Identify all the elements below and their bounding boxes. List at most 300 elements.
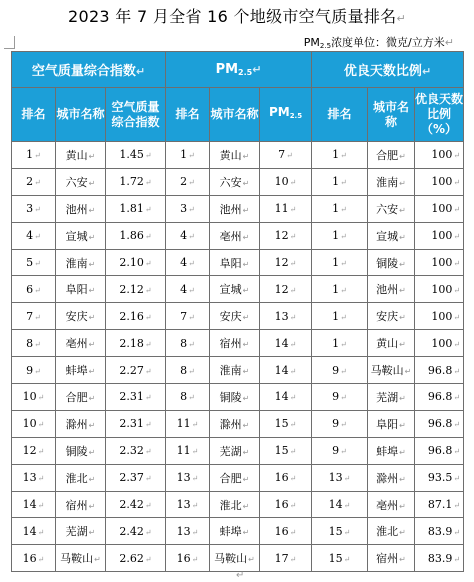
pm25-value-cell: [260, 437, 312, 464]
cell-end-mark-icon: ↵: [340, 312, 347, 322]
cell-end-mark-icon: ↵: [399, 420, 406, 430]
cell-end-mark-icon: ↵: [340, 447, 347, 457]
pm25-rank-cell: [166, 384, 210, 411]
aqi-rank-cell: [12, 142, 56, 169]
aqi-rank-cell-text: 5: [26, 256, 34, 269]
cell-end-mark-icon: ↵: [188, 178, 195, 188]
cell-end-mark-icon: ↵: [144, 312, 152, 322]
aqi-rank-cell: [12, 276, 56, 303]
good-city-cell: [368, 384, 415, 411]
cell-end-mark-icon: ↵: [37, 554, 45, 564]
cell-end-mark-icon: ↵: [340, 151, 347, 161]
good-rank-cell: [312, 142, 368, 169]
pm25-city-cell: [210, 142, 260, 169]
good-city-cell: [368, 545, 415, 572]
cell-end-mark-icon: ↵: [340, 259, 347, 268]
aqi-value-cell-text: 2.31: [119, 417, 144, 431]
good-rank-cell-text: 9: [332, 390, 340, 404]
good-ratio-cell: [415, 330, 464, 357]
good-rank-cell-text: 1: [332, 202, 340, 216]
cell-end-mark-icon: ↵: [242, 313, 250, 323]
aqi-value-cell-text: 2.10: [119, 256, 144, 269]
cell-end-mark-icon: ↵: [286, 151, 293, 161]
cell-end-mark-icon: ↵: [399, 313, 406, 323]
good-ratio-cell: [415, 545, 464, 572]
good-city-cell-text: 宣城: [376, 229, 399, 243]
cell-end-mark-icon: ↵: [242, 474, 250, 484]
good-ratio-cell-text: 96.8: [427, 444, 453, 458]
cell-end-mark-icon: ↵: [242, 232, 250, 242]
aqi-city-cell-text: 安庆: [65, 310, 88, 324]
cell-end-mark-icon: ↵: [399, 340, 406, 350]
aqi-city-cell: [56, 437, 106, 464]
unit-prefix: PM: [303, 36, 320, 49]
good-ratio-cell: [415, 249, 464, 276]
aqi-value-cell-text: 2.12: [119, 282, 144, 296]
cell-end-mark-icon: ↵: [144, 501, 152, 511]
good-rank-cell-text: 1: [332, 309, 340, 323]
aqi-value-cell-text: 2.62: [119, 551, 144, 565]
pm25-value-cell: [260, 464, 312, 491]
aqi-city-cell-text: 黄山: [65, 148, 88, 162]
good-city-cell-text: 马鞍山: [370, 364, 404, 378]
good-ratio-cell: [415, 303, 464, 330]
cell-end-mark-icon: ↵: [242, 178, 250, 188]
title-text: 2023 年 7 月全省 16 个地级市空气质量排名: [67, 7, 397, 26]
cell-end-mark-icon: ↵: [242, 420, 250, 430]
aqi-rank-cell: [12, 357, 56, 384]
cell-end-mark-icon: ↵: [289, 393, 297, 403]
aqi-city-cell-text: 淮南: [65, 256, 88, 270]
cell-end-mark-icon: ↵: [453, 339, 461, 349]
pm25-rank-cell-text: 4: [180, 256, 188, 269]
aqi-rank-cell-text: 14: [22, 498, 37, 512]
table-row: [12, 330, 464, 357]
aqi-rank-cell-text: 14: [22, 524, 37, 538]
aqi-city-cell: [56, 142, 106, 169]
good-ratio-cell-text: 100: [431, 229, 453, 243]
cell-end-mark-icon: ↵: [191, 501, 199, 511]
cell-end-mark-icon: ↵: [88, 528, 96, 538]
cell-end-mark-icon: ↵: [88, 501, 96, 511]
cell-end-mark-icon: ↵: [289, 312, 297, 322]
pm25-rank-cell-text: 8: [180, 390, 188, 404]
pm25-city-cell-text: 滁州: [219, 417, 242, 431]
aqi-value-cell: [106, 357, 166, 384]
pm25-city-cell: [210, 249, 260, 276]
cell-end-mark-icon: ↵: [289, 285, 297, 295]
good-rank-cell: [312, 303, 368, 330]
cell-end-mark-icon: ↵: [188, 259, 195, 268]
cell-end-mark-icon: ↵: [399, 393, 406, 403]
cell-end-mark-icon: ↵: [144, 259, 152, 268]
cell-end-mark-icon: ↵: [289, 205, 297, 215]
pm25-city-cell-text: 阜阳: [219, 256, 242, 270]
cell-end-mark-icon: ↵: [37, 393, 45, 403]
cell-end-mark-icon: ↵: [88, 474, 96, 484]
aqi-city-cell: [56, 518, 106, 545]
pm25-value-cell: [260, 357, 312, 384]
pm25-value-cell-text: 15: [274, 444, 289, 458]
aqi-city-cell-text: 马鞍山: [60, 552, 94, 566]
cell-end-mark-icon: ↵: [144, 178, 152, 188]
aqi-rank-cell-text: 16: [22, 551, 37, 565]
cell-end-mark-icon: ↵: [144, 447, 152, 457]
cell-end-mark-icon: ↵: [188, 393, 195, 403]
aqi-value-cell: [106, 464, 166, 491]
pm25-value-cell-text: 14: [274, 336, 289, 350]
aqi-city-cell-text: 池州: [65, 202, 88, 216]
aqi-rank-cell: [12, 330, 56, 357]
aqi-city-cell-text: 亳州: [65, 337, 88, 351]
pm25-rank-cell: [166, 142, 210, 169]
aqi-city-cell: [56, 330, 106, 357]
unit-sub: 2.5: [319, 42, 332, 50]
aqi-city-cell: [56, 168, 106, 195]
aqi-rank-cell: [12, 168, 56, 195]
aqi-value-cell: [106, 518, 166, 545]
cell-end-mark-icon: ↵: [144, 205, 152, 215]
col-header-city: 城市名称: [368, 88, 415, 142]
col-header-good-ratio: 优良天数比例（%）: [415, 88, 464, 142]
cell-end-mark-icon: ↵: [34, 151, 41, 161]
aqi-rank-cell-text: 10: [22, 390, 37, 404]
cell-end-mark-icon: ↵: [188, 151, 195, 161]
pm25-city-cell: [210, 491, 260, 518]
aqi-city-cell: [56, 249, 106, 276]
cell-end-mark-icon: ↵: [191, 420, 199, 430]
cell-end-mark-icon: ↵: [453, 232, 461, 242]
paragraph-mark-icon: ↵: [396, 12, 407, 25]
pm25-value-cell: [260, 303, 312, 330]
good-rank-cell: [312, 357, 368, 384]
good-ratio-cell: [415, 222, 464, 249]
pm25-city-cell-text: 亳州: [219, 229, 242, 243]
good-ratio-cell-text: 100: [431, 175, 453, 189]
cell-end-mark-icon: ↵: [343, 527, 351, 537]
col-header-pm25: $PM_{2.5}$: [260, 88, 312, 142]
cell-end-mark-icon: ↵: [242, 340, 250, 350]
aqi-city-cell-text: 铜陵: [65, 444, 88, 458]
cell-end-mark-icon: ↵: [34, 366, 41, 376]
pm25-value-cell-text: 7: [278, 148, 286, 162]
paragraph-mark-icon: ↵: [444, 36, 454, 49]
good-city-cell-text: 淮北: [376, 525, 399, 539]
pm25-city-cell-text: 蚌埠: [219, 525, 242, 539]
aqi-city-cell: [56, 464, 106, 491]
cell-end-mark-icon: ↵: [289, 178, 297, 188]
pm25-value-cell-text: 11: [274, 202, 289, 216]
cell-end-mark-icon: ↵: [453, 393, 461, 403]
pm25-city-cell-text: 淮南: [219, 364, 242, 378]
good-rank-cell: [312, 464, 368, 491]
aqi-rank-cell: [12, 195, 56, 222]
pm25-rank-cell-text: 4: [180, 282, 188, 296]
pm25-value-cell: [260, 195, 312, 222]
cell-end-mark-icon: ↵: [88, 151, 96, 161]
cell-end-mark-icon: ↵: [343, 501, 351, 511]
col-header-rank: 排名: [312, 88, 368, 142]
cell-end-mark-icon: ↵: [144, 151, 152, 161]
aqi-city-cell-text: 六安: [65, 175, 88, 189]
cell-end-mark-icon: ↵: [88, 447, 96, 457]
pm25-rank-cell: [166, 464, 210, 491]
cell-end-mark-icon: ↵: [144, 474, 152, 484]
good-ratio-cell-text: 83.9: [427, 524, 453, 538]
good-city-cell-text: 亳州: [376, 498, 399, 512]
pm25-value-cell-text: 17: [274, 551, 289, 565]
cell-end-mark-icon: ↵: [289, 501, 297, 511]
cell-end-mark-icon: ↵: [34, 205, 41, 215]
good-ratio-cell: [415, 276, 464, 303]
good-ratio-cell-text: 100: [431, 309, 453, 323]
table-row: [12, 142, 464, 169]
aqi-value-cell: [106, 276, 166, 303]
cell-end-mark-icon: ↵: [399, 286, 406, 296]
good-ratio-cell: [415, 357, 464, 384]
pm25-value-cell: [260, 249, 312, 276]
paragraph-mark-icon: ↵: [236, 570, 245, 581]
table-row: [12, 518, 464, 545]
document-title: [0, 6, 474, 30]
cell-end-mark-icon: ↵: [453, 151, 461, 161]
good-ratio-cell-text: 83.9: [427, 551, 453, 565]
aqi-value-cell: [106, 142, 166, 169]
cell-end-mark-icon: ↵: [399, 474, 406, 484]
good-rank-cell: [312, 168, 368, 195]
pm25-city-cell-text: 合肥: [219, 471, 242, 485]
pm25-rank-cell-text: 2: [180, 175, 188, 189]
cell-end-mark-icon: ↵: [340, 178, 347, 188]
good-city-cell-text: 黄山: [376, 337, 399, 351]
cell-end-mark-icon: ↵: [144, 527, 152, 537]
pm25-city-cell-text: 马鞍山: [214, 552, 248, 566]
aqi-value-cell-text: 1.72: [119, 175, 144, 189]
aqi-value-cell-text: 1.86: [119, 229, 144, 243]
good-rank-cell: [312, 545, 368, 572]
cell-end-mark-icon: ↵: [340, 339, 347, 349]
pm25-value-cell: [260, 410, 312, 437]
good-rank-cell: [312, 518, 368, 545]
col-header-aqi: 空气质量综合指数: [106, 88, 166, 142]
cell-end-mark-icon: ↵: [34, 312, 41, 322]
pm25-city-cell: [210, 276, 260, 303]
good-rank-cell-text: 9: [332, 417, 340, 431]
pm25-rank-cell-text: 13: [176, 471, 191, 485]
aqi-value-cell: [106, 384, 166, 411]
pm25-rank-cell: [166, 249, 210, 276]
good-city-cell: [368, 249, 415, 276]
aqi-city-cell-text: 滁州: [65, 417, 88, 431]
cell-end-mark-icon: ↵: [191, 554, 199, 564]
good-city-cell-text: 安庆: [376, 310, 399, 324]
cell-end-mark-icon: ↵: [289, 339, 297, 349]
good-city-cell-text: 阜阳: [376, 417, 399, 431]
pm25-value-cell-text: 16: [274, 498, 289, 512]
col-header-rank: 排名: [12, 88, 56, 142]
cell-end-mark-icon: ↵: [453, 259, 461, 268]
aqi-value-cell-text: 2.16: [119, 309, 144, 323]
aqi-city-cell: [56, 357, 106, 384]
cell-end-mark-icon: ↵: [88, 259, 96, 269]
pm25-rank-cell-text: 11: [176, 444, 191, 458]
cell-end-mark-icon: ↵: [88, 367, 96, 377]
aqi-rank-cell: [12, 384, 56, 411]
good-city-cell-text: 芜湖: [376, 390, 399, 404]
pm25-value-cell-text: 13: [274, 309, 289, 323]
good-city-cell: [368, 303, 415, 330]
good-rank-cell-text: 13: [328, 471, 343, 485]
aqi-city-cell: [56, 222, 106, 249]
table-row: [12, 168, 464, 195]
pm25-value-cell: [260, 518, 312, 545]
aqi-rank-cell: [12, 437, 56, 464]
pm25-city-cell: [210, 437, 260, 464]
aqi-rank-cell-text: 3: [26, 202, 34, 216]
cell-end-mark-icon: ↵: [289, 527, 297, 537]
cell-end-mark-icon: ↵: [242, 259, 250, 269]
pm25-rank-cell: [166, 222, 210, 249]
good-ratio-cell-text: 100: [431, 256, 453, 269]
cell-end-mark-icon: ↵: [242, 367, 250, 377]
cell-end-mark-icon: ↵: [340, 393, 347, 403]
cell-end-mark-icon: ↵: [289, 420, 297, 430]
good-rank-cell: [312, 249, 368, 276]
cell-end-mark-icon: ↵: [453, 205, 461, 215]
pm25-city-cell-text: 宿州: [219, 337, 242, 351]
aqi-value-cell: [106, 330, 166, 357]
table-row: [12, 410, 464, 437]
pm25-rank-cell: [166, 491, 210, 518]
pm25-value-cell-text: 12: [274, 256, 289, 269]
table-row: [12, 303, 464, 330]
ranking-table: [11, 51, 464, 572]
pm25-rank-cell: [166, 518, 210, 545]
aqi-value-cell: [106, 249, 166, 276]
good-rank-cell-text: 1: [332, 229, 340, 243]
good-city-cell-text: 蚌埠: [376, 444, 399, 458]
cell-end-mark-icon: ↵: [399, 205, 406, 215]
aqi-value-cell: [106, 545, 166, 572]
cell-end-mark-icon: ↵: [453, 501, 461, 511]
aqi-value-cell-text: 2.37: [119, 471, 144, 485]
good-rank-cell-text: 1: [332, 148, 340, 162]
cell-end-mark-icon: ↵: [340, 232, 347, 242]
cell-end-mark-icon: ↵: [144, 339, 152, 349]
good-ratio-cell-text: 100: [431, 336, 453, 350]
good-rank-cell-text: 1: [332, 175, 340, 189]
cell-end-mark-icon: ↵: [144, 285, 152, 295]
table-row: [12, 384, 464, 411]
aqi-value-cell-text: 1.45: [119, 148, 144, 162]
aqi-rank-cell: [12, 303, 56, 330]
pm25-rank-cell-text: 3: [180, 202, 188, 216]
col-header-rank: 排名: [166, 88, 210, 142]
aqi-rank-cell: [12, 545, 56, 572]
pm25-city-cell: [210, 330, 260, 357]
good-rank-cell-text: 1: [332, 282, 340, 296]
good-rank-cell-text: 14: [328, 498, 343, 512]
aqi-rank-cell-text: 6: [26, 282, 34, 296]
pm25-city-cell: [210, 410, 260, 437]
pm25-rank-cell-text: 7: [180, 309, 188, 323]
cell-end-mark-icon: ↵: [242, 205, 250, 215]
cell-end-mark-icon: ↵: [242, 393, 250, 403]
pm25-rank-cell: [166, 168, 210, 195]
pm25-city-cell: [210, 357, 260, 384]
good-city-cell: [368, 357, 415, 384]
good-rank-cell: [312, 491, 368, 518]
good-rank-cell: [312, 437, 368, 464]
good-ratio-cell-text: 93.5: [427, 471, 453, 485]
aqi-value-cell: [106, 410, 166, 437]
cell-end-mark-icon: ↵: [242, 528, 250, 538]
pm25-city-cell-text: 池州: [219, 202, 242, 216]
good-city-cell: [368, 168, 415, 195]
cell-end-mark-icon: ↵: [399, 232, 406, 242]
pm25-city-cell: [210, 303, 260, 330]
cell-end-mark-icon: ↵: [289, 366, 297, 376]
table-row: [12, 222, 464, 249]
cell-end-mark-icon: ↵: [340, 205, 347, 215]
cell-end-mark-icon: ↵: [34, 232, 41, 242]
pm25-city-cell-text: 淮北: [219, 498, 242, 512]
good-rank-cell-text: 15: [328, 551, 343, 565]
table-row: [12, 545, 464, 572]
aqi-value-cell-text: 2.42: [119, 498, 144, 512]
aqi-city-cell: [56, 276, 106, 303]
cell-end-mark-icon: ↵: [289, 554, 297, 564]
good-rank-cell: [312, 195, 368, 222]
cell-end-mark-icon: ↵: [453, 420, 461, 430]
pm25-city-cell-text: 宣城: [219, 283, 242, 297]
pm25-rank-cell-text: 13: [176, 498, 191, 512]
pm25-value-cell: [260, 545, 312, 572]
group-header-row: [12, 52, 464, 88]
cell-end-mark-icon: ↵: [340, 366, 347, 376]
good-city-cell-text: 合肥: [376, 148, 399, 162]
cell-end-mark-icon: ↵: [144, 366, 152, 376]
aqi-city-cell-text: 蚌埠: [65, 364, 88, 378]
aqi-value-cell-text: 2.18: [119, 336, 144, 350]
cell-end-mark-icon: ↵: [188, 285, 195, 295]
pm25-city-cell: [210, 168, 260, 195]
pm25-city-cell-text: 铜陵: [219, 390, 242, 404]
good-city-cell-text: 淮南: [376, 175, 399, 189]
aqi-rank-cell: [12, 410, 56, 437]
aqi-city-cell: [56, 384, 106, 411]
cell-end-mark-icon: ↵: [404, 367, 412, 377]
good-ratio-cell: [415, 410, 464, 437]
pm25-rank-cell: [166, 195, 210, 222]
cell-end-mark-icon: ↵: [34, 259, 41, 268]
good-city-cell-text: 宿州: [376, 552, 399, 566]
table-row: [12, 195, 464, 222]
good-city-cell-text: 池州: [376, 283, 399, 297]
good-city-cell: [368, 491, 415, 518]
aqi-value-cell: [106, 222, 166, 249]
cell-end-mark-icon: ↵: [144, 420, 152, 430]
pm25-value-cell: [260, 276, 312, 303]
pm25-rank-cell-text: 8: [180, 363, 188, 377]
good-rank-cell-text: 9: [332, 444, 340, 458]
good-city-cell: [368, 330, 415, 357]
unit-suffix: 浓度单位：微克/立方米: [331, 36, 445, 49]
table-body: [12, 142, 464, 572]
good-city-cell: [368, 464, 415, 491]
aqi-rank-cell: [12, 464, 56, 491]
cell-end-mark-icon: ↵: [453, 554, 461, 564]
